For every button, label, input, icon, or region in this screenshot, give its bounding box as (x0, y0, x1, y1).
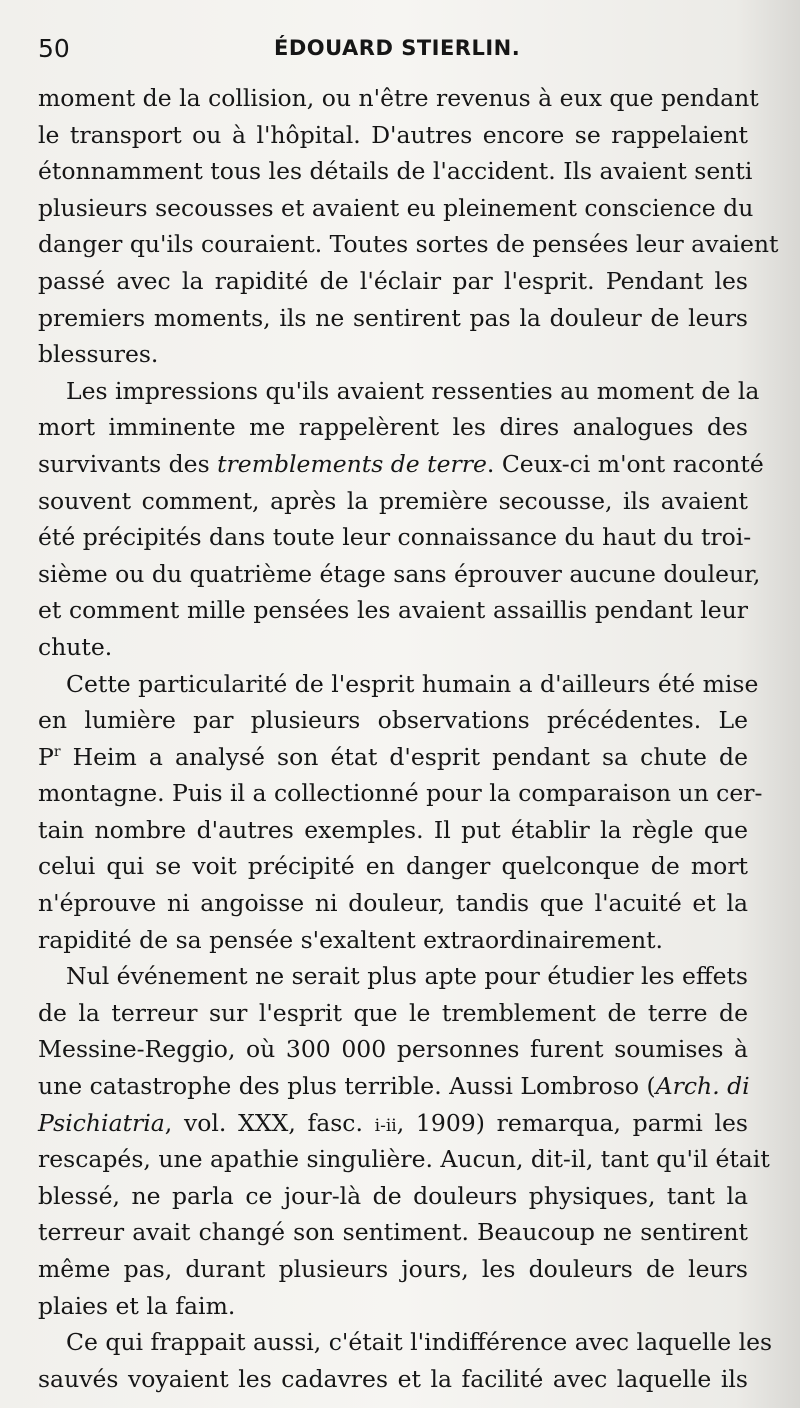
text-line: même pas, durant plusieurs jours, les douleurs de leurs (38, 1255, 748, 1283)
text-line: de la terreur sur l'esprit que le tremblement de terre de (38, 998, 748, 1027)
text-line: mort imminente me rappelèrent les dires analogues des (38, 413, 748, 442)
text-segment: Heim a analysé son état d'esprit pendant sa chute de (60, 742, 748, 771)
text-line: terreur avait changé son sentiment. Beaucoup ne sentirent (38, 1218, 748, 1247)
text-line: le transport ou à l'hôpital. D'autres encore se rappelaient (38, 120, 748, 149)
text-line: été précipités dans toute leur connaissance du haut du troi- (38, 523, 752, 552)
text-segment: une catastrophe des plus terrible. Aussi Lombroso ( (38, 1072, 656, 1101)
text-segment: survivants des (38, 449, 218, 478)
italic-journal: Psichiatria (38, 1108, 165, 1137)
text-line: premiers moments, ils ne sentirent pas la douleur de leurs (38, 303, 748, 332)
text-line: plusieurs secousses et avaient eu pleinement conscience du (38, 193, 754, 222)
text-line (38, 446, 764, 483)
text-line: blessé, ne parla ce jour-là de douleurs physiques, tant la (38, 1181, 748, 1210)
text-line: Nul événement ne serait plus apte pour étudier les effets (66, 962, 748, 991)
page-body (38, 80, 779, 1397)
italic-term: tremblements de terre (217, 449, 487, 478)
text-line: chute. (38, 632, 113, 661)
title-abbrev: P (38, 742, 54, 771)
text-line (38, 1105, 748, 1142)
text-segment: , 1909) remarqua, parmi les (396, 1108, 748, 1137)
text-line: Les impressions qu'ils avaient ressenties au moment de la (66, 376, 760, 405)
text-segment: , vol. XXX, fasc. (164, 1108, 375, 1137)
text-segment: . Ceux-ci m'ont raconté (486, 449, 764, 478)
text-line (38, 1068, 748, 1105)
text-line (38, 739, 748, 776)
text-line: rapidité de sa pensée s'exaltent extraordinairement. (38, 925, 664, 954)
text-line: souvent comment, après la première secousse, ils avaient (38, 486, 748, 515)
text-line: montagne. Puis il a collectionné pour la comparaison un cer- (38, 779, 763, 808)
text-line: moment de la collision, ou n'être revenus à eux que pendant (38, 84, 759, 112)
italic-journal: Arch. di (655, 1072, 750, 1101)
fascicle-number: i-ii (374, 1115, 397, 1136)
text-line: et comment mille pensées les avaient assaillis pendant leur (38, 596, 748, 625)
text-line: tain nombre d'autres exemples. Il put établir la règle que (38, 815, 748, 844)
page-header (38, 34, 738, 74)
text-line: Messine-Reggio, où 300 000 personnes furent soumises à (38, 1035, 748, 1064)
text-line: rescapés, une apathie singulière. Aucun, dit-il, tant qu'il était (38, 1145, 770, 1174)
text-line: étonnamment tous les détails de l'accident. Ils avaient senti (38, 157, 753, 186)
running-head: ÉDOUARD STIERLIN. (274, 36, 521, 60)
text-line: sauvés voyaient les cadavres et la facilité avec laquelle ils (38, 1364, 748, 1393)
text-line: danger qu'ils couraient. Toutes sortes de pensées leur avaient (38, 230, 779, 259)
text-line: celui qui se voit précipité en danger quelconque de mort (38, 852, 748, 881)
text-line: blessures. (38, 340, 159, 369)
text-line: passé avec la rapidité de l'éclair par l'esprit. Pendant les (38, 266, 748, 295)
title-abbrev-sup: r (53, 743, 61, 760)
text-line: n'éprouve ni angoisse ni douleur, tandis que l'acuité et la (38, 889, 748, 918)
text-line: en lumière par plusieurs observations précédentes. Le (38, 706, 748, 735)
page-number: 50 (38, 34, 70, 63)
text-line: Cette particularité de l'esprit humain a d'ailleurs été mise (66, 669, 759, 698)
text-line: sième ou du quatrième étage sans éprouver aucune douleur, (38, 559, 761, 588)
text-line: Ce qui frappait aussi, c'était l'indifférence avec laquelle les (66, 1328, 773, 1357)
text-line: plaies et la faim. (38, 1291, 236, 1320)
